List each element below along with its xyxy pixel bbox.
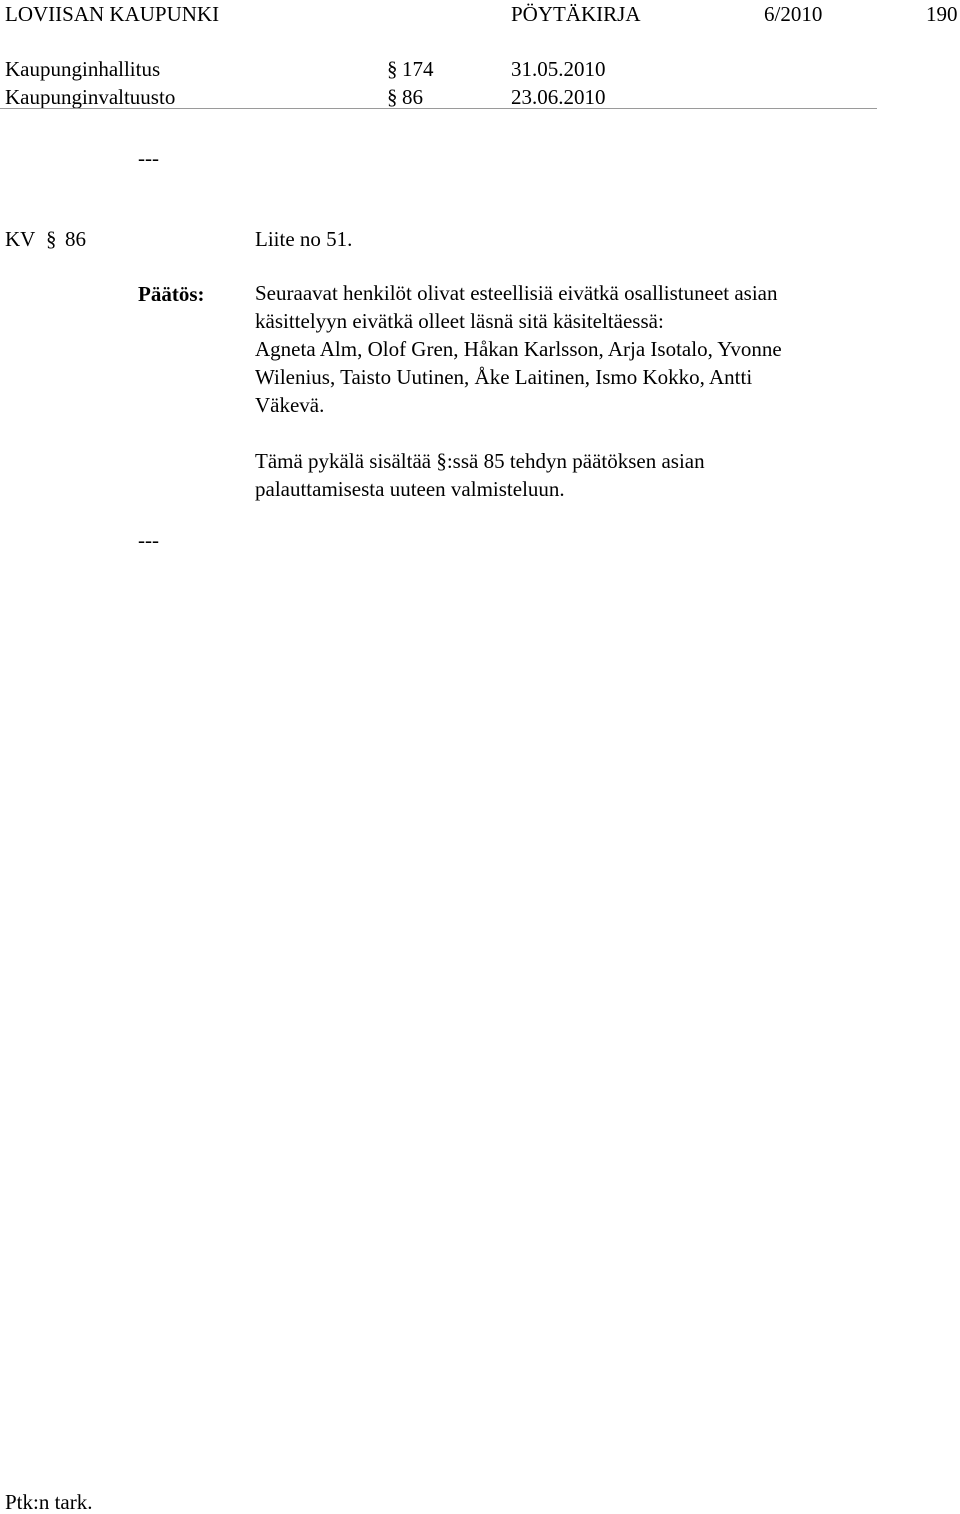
decision-paragraph-2 xyxy=(255,447,705,503)
decision-text: :ssä 85 tehdyn päätöksen asian xyxy=(446,449,705,473)
decision-label: Päätös: xyxy=(138,282,205,306)
meeting-date: 31.05.2010 xyxy=(511,57,606,81)
page-number: 190 xyxy=(926,2,958,26)
organization-name: LOVIISAN KAUPUNKI xyxy=(5,2,220,26)
decision-paragraph-1 xyxy=(255,279,782,419)
verification-label: Ptk:n tark. xyxy=(5,1490,93,1514)
meeting-date: 23.06.2010 xyxy=(511,85,606,109)
decision-line: Seuraavat henkilöt olivat esteellisiä eivätkä osallistuneet asian xyxy=(255,281,778,305)
separator-bottom: --- xyxy=(138,528,159,552)
body-name: Kaupunginhallitus xyxy=(5,57,161,81)
decision-text: Tämä pykälä sisältää xyxy=(255,449,437,473)
document-type: PÖYTÄKIRJA xyxy=(511,2,641,26)
decision-line xyxy=(255,447,705,475)
section-symbol: § xyxy=(436,449,447,473)
attachment-reference: Liite no 51. xyxy=(255,227,353,251)
decision-line: käsittelyyn eivätkä olleet läsnä sitä käsiteltäessä: xyxy=(255,309,664,333)
decision-line: Agneta Alm, Olof Gren, Håkan Karlsson, Arja Isotalo, Yvonne xyxy=(255,337,782,361)
issue-number: 6/2010 xyxy=(764,2,823,26)
item-number: 86 xyxy=(65,227,86,251)
section-number: 174 xyxy=(402,57,434,81)
separator-top: --- xyxy=(138,146,159,170)
decision-line: palauttamisesta uuteen valmisteluun. xyxy=(255,477,565,501)
section-symbol: § xyxy=(387,85,398,109)
decision-line: Väkevä. xyxy=(255,393,325,417)
header-divider xyxy=(0,108,877,109)
item-section-symbol: § xyxy=(46,227,57,251)
section-number: 86 xyxy=(402,85,423,109)
item-code: KV xyxy=(5,227,36,251)
body-name: Kaupunginvaltuusto xyxy=(5,85,176,109)
section-symbol: § xyxy=(387,57,398,81)
decision-line: Wilenius, Taisto Uutinen, Åke Laitinen, Ismo Kokko, Antti xyxy=(255,365,753,389)
